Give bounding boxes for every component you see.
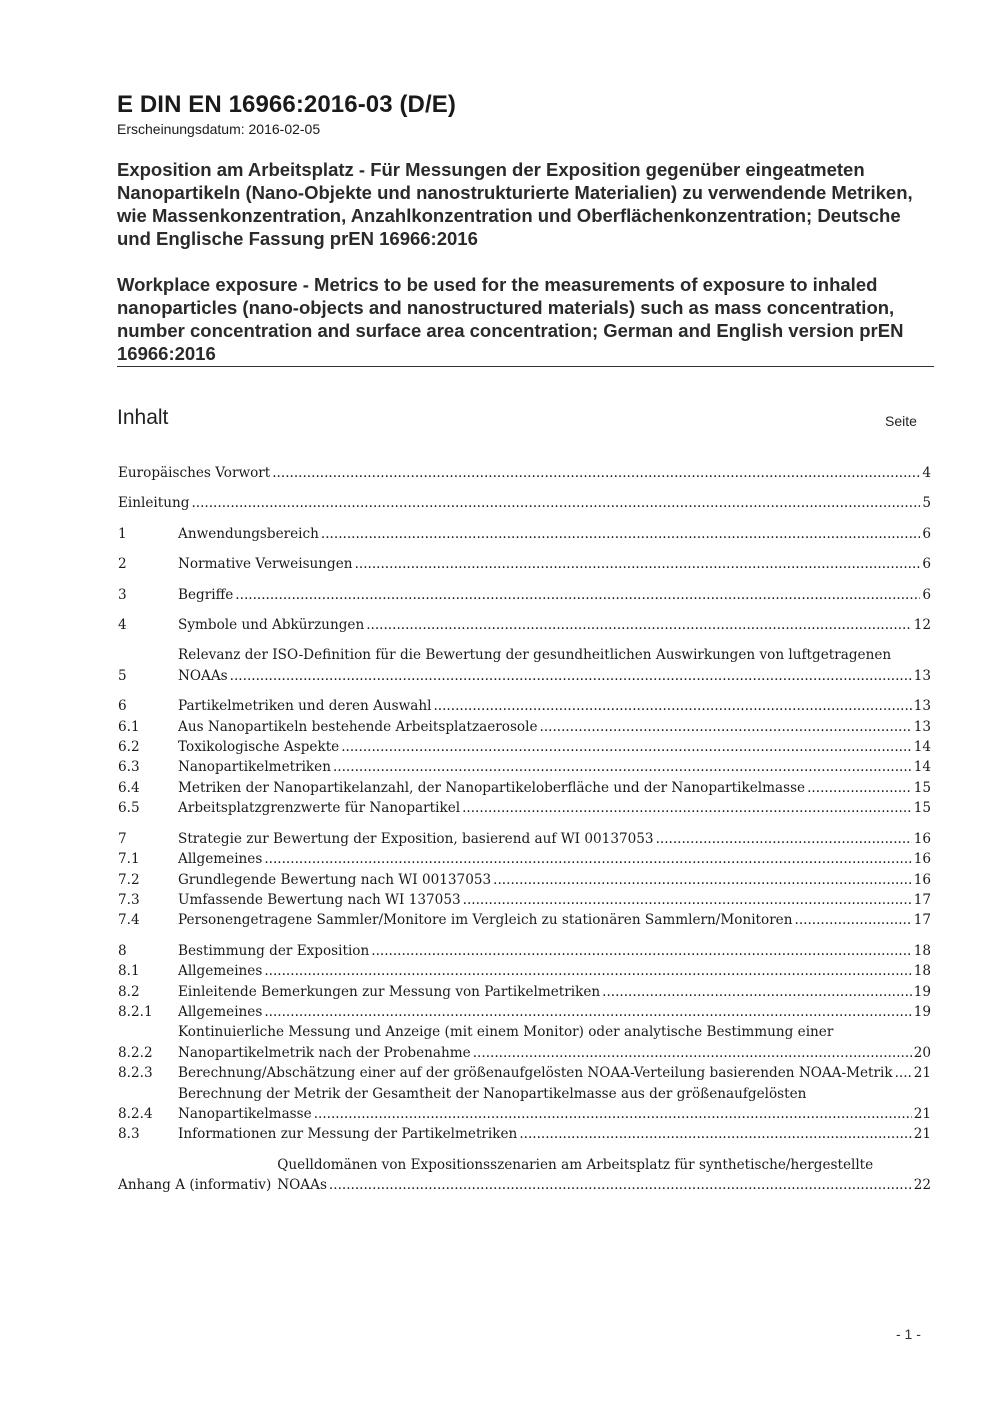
toc-entry[interactable] (118, 1063, 931, 1083)
toc-entry[interactable] (118, 1155, 931, 1196)
toc-entry-number: 6 (118, 698, 127, 715)
toc-entry[interactable] (118, 717, 931, 737)
toc-entry-number: 3 (118, 586, 127, 603)
toc-entry-title: Berechnung der Metrik der Gesamtheit der Nanopartikelmasse aus der größenaufgelösten Nanopartikelmasse ..... (178, 1084, 912, 1125)
toc-entry-page: 21 (912, 1124, 931, 1144)
toc-entry-page: 16 (912, 849, 931, 869)
toc-entry-page: 16 (912, 829, 931, 849)
toc-entry[interactable] (118, 1084, 931, 1125)
toc-entry[interactable] (118, 696, 931, 716)
toc-entry-number: 6.2 (118, 739, 140, 756)
toc-entry-number: 6.1 (118, 718, 140, 735)
toc-entry[interactable] (118, 778, 931, 798)
toc-entry-title: Allgemeines ..... (178, 1002, 912, 1022)
toc-entry[interactable] (118, 524, 931, 544)
toc-entry[interactable] (118, 829, 931, 849)
toc-entry-number: 6.3 (118, 759, 140, 776)
toc-entry-title: Toxikologische Aspekte ..... (178, 737, 912, 757)
toc-entry-number: 7.1 (118, 851, 140, 868)
toc-entry[interactable] (118, 870, 931, 890)
toc-entry-number: 7.2 (118, 871, 140, 888)
toc-entry-title: Umfassende Bewertung nach WI 137053 ..... (178, 890, 912, 910)
toc-entry[interactable] (118, 1002, 931, 1022)
toc-entry-page: 14 (912, 737, 931, 757)
toc-entry-number: 6.5 (118, 800, 140, 817)
toc-entry-number: Anhang A (informativ) (118, 1177, 272, 1194)
toc-entry-page: 15 (912, 798, 931, 818)
toc-entry-number: 8.2.3 (118, 1065, 153, 1082)
toc-entry-page: 18 (912, 961, 931, 981)
toc-entry-number: 8.2.4 (118, 1105, 153, 1122)
toc-entry-page: 14 (912, 757, 931, 777)
toc-entry-title: Einleitende Bemerkungen zur Messung von Partikelmetriken ..... (178, 982, 912, 1002)
toc-entry-page: 15 (912, 778, 931, 798)
toc-entry[interactable] (118, 982, 931, 1002)
table-of-contents (118, 463, 931, 1196)
toc-entry-page: 6 (920, 585, 931, 605)
toc-entry-number: 8.2.2 (118, 1044, 153, 1061)
toc-entry-title: Anwendungsbereich ..... (178, 524, 920, 544)
toc-entry-page: 22 (912, 1175, 931, 1195)
toc-entry-title: Informationen zur Messung der Partikelmetriken ..... (178, 1124, 912, 1144)
toc-entry-number: 7 (118, 830, 127, 847)
toc-entry-number: 6.4 (118, 779, 140, 796)
toc-entry[interactable] (118, 849, 931, 869)
toc-entry-title: Allgemeines ..... (178, 961, 912, 981)
toc-entry[interactable] (118, 493, 931, 513)
toc-entry-title: Arbeitsplatzgrenzwerte für Nanopartikel ..... (178, 798, 912, 818)
toc-entry-page: 18 (912, 941, 931, 961)
toc-entry-title: Partikelmetriken und deren Auswahl ..... (178, 696, 912, 716)
toc-entry-number: 1 (118, 525, 127, 542)
toc-entry-title: Quelldomänen von Expositionsszenarien am Arbeitsplatz für synthetische/hergestellte NOAAs ..... (277, 1155, 911, 1196)
toc-entry-page: 6 (920, 554, 931, 574)
toc-entry-page: 21 (912, 1104, 931, 1124)
title-german: Exposition am Arbeitsplatz - Für Messungen der Exposition gegenüber eingeatmeten Nanopartikeln (Nano-Objekte und nanostrukturierte Materialien) zu verwendende Metriken, wie Massenkonzentration, Anzahlkonzentration und Oberflächenkonzentration; Deutsche und Englische Fassung prEN 16966:2016 (117, 159, 913, 249)
toc-entry-page: 17 (912, 910, 931, 930)
toc-entry[interactable] (118, 463, 931, 483)
toc-entry[interactable] (118, 585, 931, 605)
title-english: Workplace exposure - Metrics to be used for the measurements of exposure to inhaled nanoparticles (nano-objects and nanostructured materials) such as mass concentration, number concentration and surface area concentration; German and English version prEN 16966:2016 (117, 274, 904, 364)
toc-entry[interactable] (118, 615, 931, 635)
toc-entry-number: 8.2 (118, 983, 140, 1000)
toc-entry-title: Begriffe ..... (178, 585, 920, 605)
toc-entry-title: Metriken der Nanopartikelanzahl, der Nanopartikeloberfläche und der Nanopartikelmasse ..... (178, 778, 912, 798)
toc-entry[interactable] (118, 1124, 931, 1144)
toc-entry[interactable] (118, 737, 931, 757)
toc-heading: Inhalt (117, 406, 169, 429)
toc-entry[interactable] (118, 554, 931, 574)
toc-entry-title: Personengetragene Sammler/Monitore im Vergleich zu stationären Sammlern/Monitoren ..... (178, 910, 912, 930)
toc-entry-number: 8.2.1 (118, 1003, 153, 1020)
toc-entry-page: 6 (920, 524, 931, 544)
publication-date: Erscheinungsdatum: 2016-02-05 (117, 121, 321, 137)
toc-entry-page: 17 (912, 890, 931, 910)
toc-entry-title: Strategie zur Bewertung der Exposition, basierend auf WI 00137053 ..... (178, 829, 912, 849)
toc-entry-title: Grundlegende Bewertung nach WI 00137053 ..... (178, 870, 912, 890)
toc-entry-page: 13 (912, 696, 931, 716)
header-divider (117, 366, 934, 367)
toc-entry-page: 20 (912, 1043, 931, 1063)
toc-entry-title: Relevanz der ISO-Definition für die Bewertung der gesundheitlichen Auswirkungen von luftgetragenen NOAAs ..... (178, 645, 912, 686)
toc-entry-title: Symbole und Abkürzungen ..... (178, 615, 912, 635)
toc-entry-number: 2 (118, 556, 127, 573)
toc-entry-title: Europäisches Vorwort ..... (118, 463, 920, 483)
toc-entry-page: 16 (912, 870, 931, 890)
toc-entry[interactable] (118, 941, 931, 961)
toc-entry[interactable] (118, 890, 931, 910)
toc-entry[interactable] (118, 798, 931, 818)
toc-entry-title: Aus Nanopartikeln bestehende Arbeitsplatzaerosole ..... (178, 717, 912, 737)
document-title: E DIN EN 16966:2016-03 (D/E) (117, 91, 456, 118)
toc-entry[interactable] (118, 757, 931, 777)
toc-entry-number: 7.3 (118, 891, 140, 908)
toc-entry-number: 8 (118, 942, 127, 959)
toc-entry-title: Normative Verweisungen ..... (178, 554, 920, 574)
toc-entry-title: Allgemeines ..... (178, 849, 912, 869)
toc-entry-title: Kontinuierliche Messung und Anzeige (mit einem Monitor) oder analytische Bestimmung einer Nanopartikelmetrik nach der Probenahme ..... (178, 1022, 912, 1063)
toc-entry-title: Bestimmung der Exposition ..... (178, 941, 912, 961)
toc-entry-number: 5 (118, 667, 127, 684)
toc-entry-title: Berechnung/Abschätzung einer auf der größenaufgelösten NOAA-Verteilung basierenden NOAA-Metrik ..... (178, 1063, 912, 1083)
toc-entry[interactable] (118, 1022, 931, 1063)
toc-entry-number: 7.4 (118, 912, 140, 929)
toc-entry-page: 13 (912, 666, 931, 686)
toc-entry-page: 13 (912, 717, 931, 737)
toc-entry[interactable] (118, 910, 931, 930)
toc-entry-title: Nanopartikelmetriken ..... (178, 757, 912, 777)
page-number: - 1 - (896, 1326, 921, 1342)
toc-entry-page: 19 (912, 982, 931, 1002)
toc-entry-page: 21 (912, 1063, 931, 1083)
toc-entry-title: Einleitung ..... (118, 493, 920, 513)
toc-entry-page: 12 (912, 615, 931, 635)
toc-entry-page: 19 (912, 1002, 931, 1022)
toc-entry-number: 8.3 (118, 1126, 140, 1143)
toc-entry-number: 8.1 (118, 963, 140, 980)
toc-entry-number: 4 (118, 617, 127, 634)
toc-entry[interactable] (118, 961, 931, 981)
toc-entry-page: 4 (920, 463, 931, 483)
toc-entry[interactable] (118, 645, 931, 686)
toc-entry-page: 5 (920, 493, 931, 513)
toc-page-column-label: Seite (885, 413, 917, 429)
